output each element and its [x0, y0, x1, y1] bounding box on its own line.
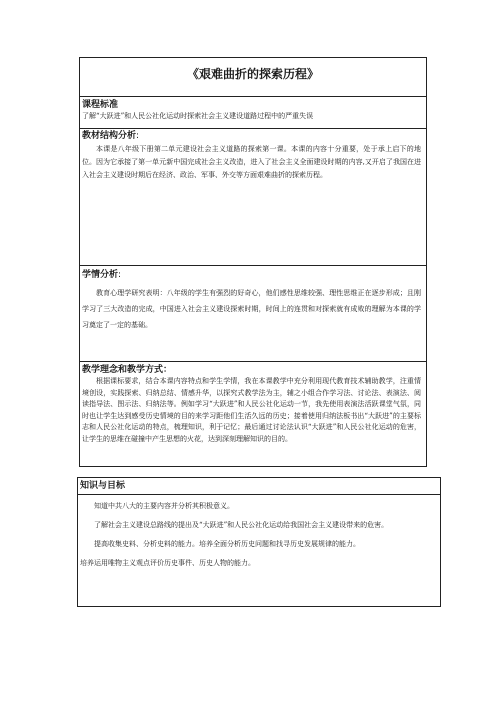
method-heading-colon: ： — [163, 365, 173, 375]
goals-divider — [78, 494, 440, 495]
material-text: 本课是八年级下册第二单元建设社会主义道路的探索第一课。本课的内容十分重要，处于承上启下的地位。因为它承接了第一单元新中国完成社会主义改造，进入了社会主义全面建设时期的内容,又开启了我国在进入社会主义建设时期后在经济、政治、军事、外交等方面艰难曲折的探索历程。 — [82, 145, 421, 179]
knowledge-goals-table — [77, 477, 441, 607]
material-heading — [82, 131, 139, 142]
method-text: 根据课标要求，结合本课内容特点和学生学情，我在本课教学中充分利用现代教育技术辅助教学，注重情境创设，实践探索、归纳总结、情感升华，以探究式教学法为主，辅之小组合作学习法、讨论法、表演法、阅读指导法、图示法、归纳法等。例如学习“大跃进”和人民公社化运动一节，我先使用表演法活跃课堂气氛，同时也让学生达到感受历史情境的目的来学习距他们生活久远的历史；接着使用归纳法板书出“大跃进”的主要标志和人民公社化运动的特点，梳理知识，利于记忆；最后通过讨论法认识“大跃进”和人民公社化运动的危害，让学生的思维在碰撞中产生思想的火花，达到深刻理解知识的目的。 — [82, 377, 421, 443]
material-analysis-section — [80, 128, 426, 265]
method-heading-text: 教学理念和教学方式 — [82, 365, 164, 375]
students-text: 教育心理学研究表明：八年级的学生有强烈的好奇心，他们感性思维较强、理性思维正在逐步形成；且刚学习了三大改造的完成，中国进入社会主义建设探索时期，时间上的连贯和对探索就有成败的理解为本课的学习奠定了一定的基础。 — [82, 289, 421, 329]
student-analysis-section — [80, 265, 426, 361]
page-title: 《艰难曲折的探索历程》 — [186, 67, 319, 81]
goals-list — [80, 497, 436, 573]
lesson-plan-table — [79, 57, 427, 467]
curriculum-heading: 课程标准 — [82, 100, 119, 110]
students-heading-colon: : — [118, 270, 122, 280]
material-heading-colon: : — [136, 131, 140, 141]
curriculum-text: 了解“大跃进”和人民公社化运动时探索社会主义建设道路过程中的严重失误 — [82, 112, 314, 120]
goal-item-4: 培养运用唯物主义观点评价历史事件、历史人物的能力。 — [80, 559, 255, 567]
goal-item-2: 了解社会主义建设总路线的提出及“大跃进”和人民公社化运动给我国社会主义建设带来的危害。 — [94, 521, 389, 529]
curriculum-section — [80, 96, 426, 128]
material-heading-text: 教材结构分析 — [82, 131, 137, 141]
students-heading — [82, 270, 121, 281]
teaching-method-section — [80, 361, 426, 466]
goals-heading: 知识与目标 — [80, 481, 126, 491]
goal-item-3: 提高收集史料、分析史料的能力。培养全面分析历史问题和找寻历史发展规律的能力。 — [94, 540, 360, 548]
goal-item-1: 知道中共八大的主要内容并分析其积极意义。 — [94, 502, 234, 510]
method-heading — [82, 365, 172, 376]
students-heading-text: 学情分析 — [82, 270, 119, 280]
